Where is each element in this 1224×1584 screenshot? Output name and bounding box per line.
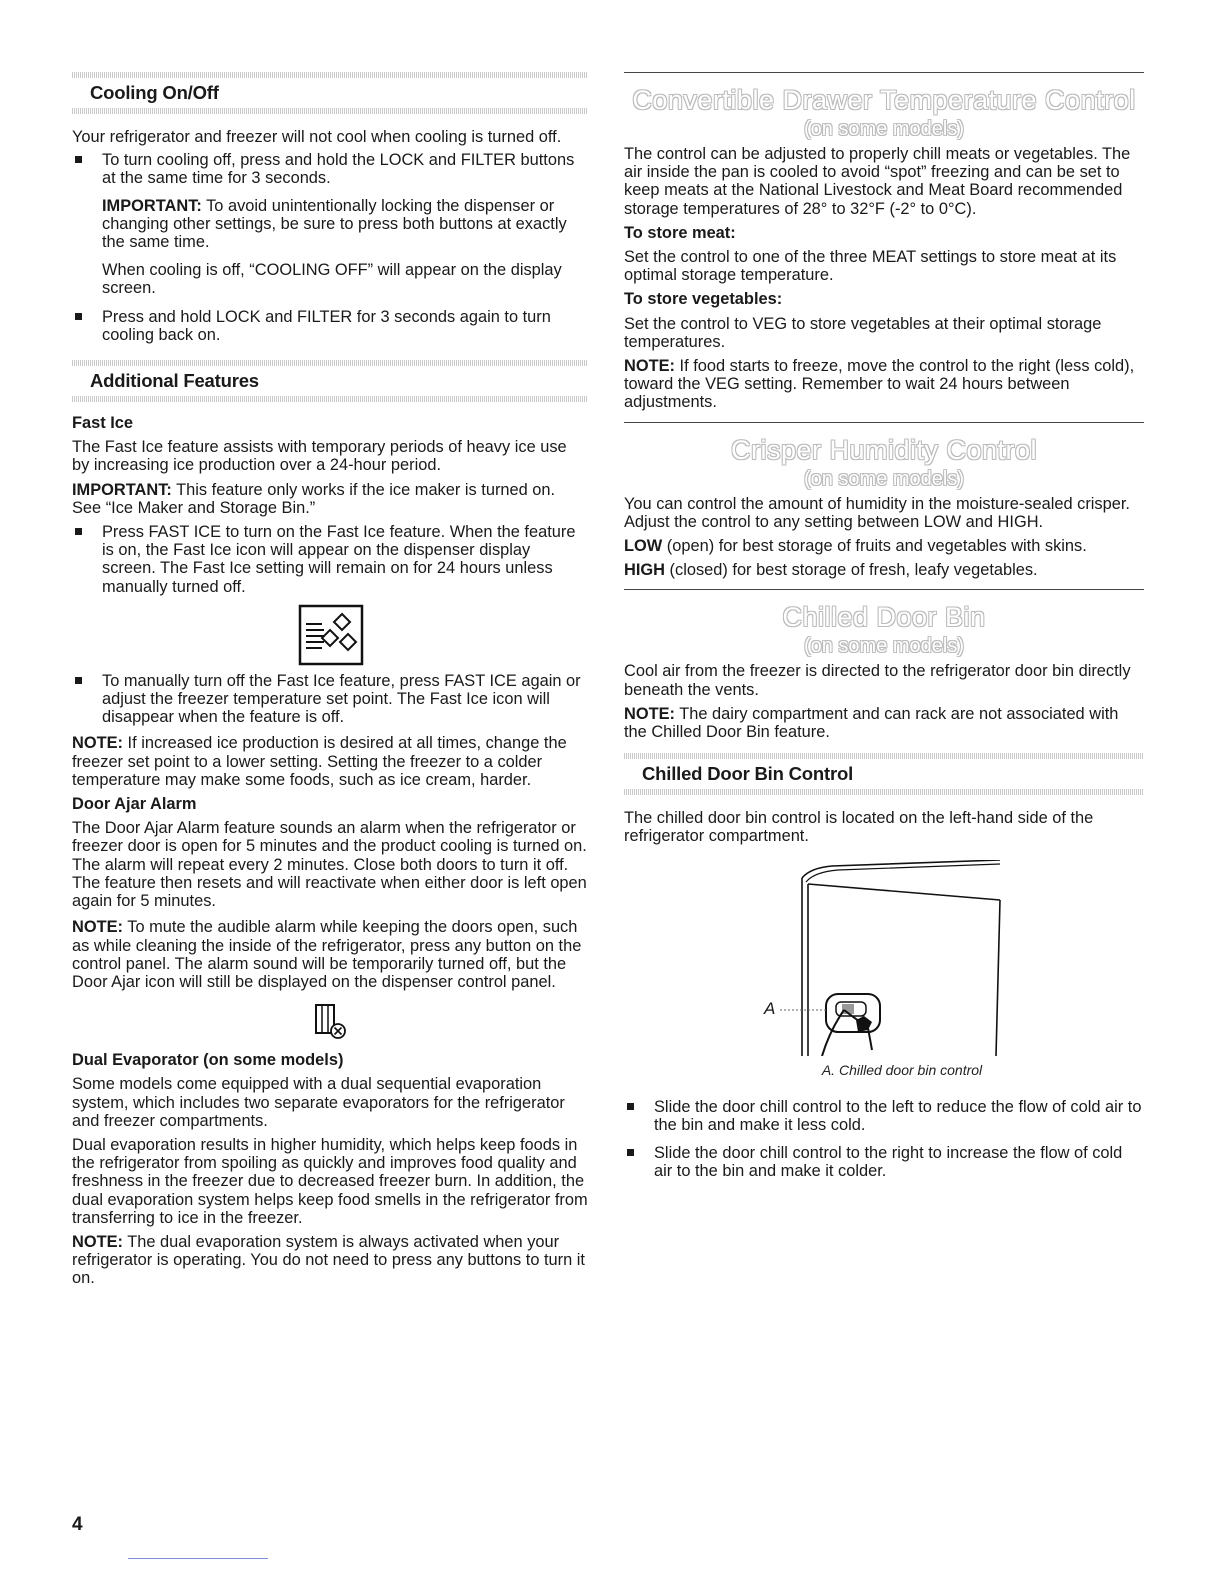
figure-caption: A. Chilled door bin control xyxy=(821,1061,983,1078)
low-text: (open) for best storage of fruits and vegetables with skins. xyxy=(662,537,1087,556)
section-hatch-bar xyxy=(624,789,1144,795)
section-hatch-bar xyxy=(72,396,588,402)
section-hatch-bar xyxy=(72,72,588,78)
crisper-subtitle: (on some models) xyxy=(803,467,965,490)
drawer-control-title: Convertible Drawer Temperature Control xyxy=(632,85,1136,115)
additional-features-title: Additional Features xyxy=(90,370,259,392)
high-text: (closed) for best storage of fresh, leafy vegetables. xyxy=(664,561,1038,580)
important-text: To avoid unintentionally locking the dispenser or changing other settings, be sure to press both buttons at exactly the same time. xyxy=(102,196,567,252)
fast-ice-note xyxy=(72,734,588,789)
fast-ice-bullet-2: To manually turn off the Fast Ice feature, press FAST ICE again or adjust the freezer temperature set point. The Fast Ice icon will disappear when the feature is off. xyxy=(72,672,588,727)
fast-ice-heading: Fast Ice xyxy=(72,414,134,433)
chilled-intro: Cool air from the freezer is directed to the refrigerator door bin directly beneath the vents. xyxy=(624,662,1131,699)
crisper-low xyxy=(624,537,1144,555)
fast-ice-bullet-1: Press FAST ICE to turn on the Fast Ice feature. When the feature is on, the Fast Ice icon will appear on the dispenser display screen. The Fast Ice setting will remain on for 24 hours unless manually turned off. xyxy=(72,523,588,596)
cooling-off-display: When cooling is off, “COOLING OFF” will appear on the display screen. xyxy=(102,261,562,298)
chilled-control-text: The chilled door bin control is located on the left-hand side of the refrigerator compartment. xyxy=(624,809,1094,846)
section-hatch-bar xyxy=(624,753,1144,759)
important-text: This feature only works if the ice maker is turned on. See “Ice Maker and Storage Bin.” xyxy=(72,480,556,517)
section-hatch-bar xyxy=(72,108,588,114)
chilled-note xyxy=(624,705,1144,741)
footer-line xyxy=(128,1558,268,1559)
crisper-title: Crisper Humidity Control xyxy=(730,434,1038,465)
section-hatch-bar xyxy=(72,360,588,366)
section-rule xyxy=(624,72,1144,73)
note-text: To mute the audible alarm while keeping the doors open, such as while cleaning the inside of the refrigerator, press any button on the control panel. The alarm sound will be temporarily turned off, but the Door Ajar icon will still be displayed on the dispenser control panel. xyxy=(72,918,582,991)
note-text: If increased ice production is desired at all times, change the freezer set point to a lower setting. Setting the freezer to a colder temperature may make some foods, such as ice cream, harder. xyxy=(72,734,567,789)
drawer-control-subtitle: (on some models) xyxy=(803,118,965,140)
store-meat-text: Set the control to one of the three MEAT settings to store meat at its optimal storage temperature. xyxy=(624,248,1117,285)
note-label: NOTE: xyxy=(72,734,123,753)
drawer-intro: The control can be adjusted to properly chill meats or vegetables. The air inside the pan is cooled to avoid “spot” freezing and can be set to keep meats at the National Livestock and Meat Board recommended storage temperatures of 28° to 32°F (-2° to 0°C). xyxy=(624,145,1131,218)
dual-evaporator-heading: Dual Evaporator (on some models) xyxy=(72,1051,344,1070)
fast-ice-icon xyxy=(298,604,364,666)
cooling-bullet-1: To turn cooling off, press and hold the LOCK and FILTER buttons at the same time for 3 seconds. xyxy=(72,151,588,187)
important-label: IMPORTANT: xyxy=(102,196,202,215)
chilled-door-bin-subtitle: (on some models) xyxy=(803,635,965,658)
door-ajar-note xyxy=(72,918,588,991)
store-meat-heading: To store meat: xyxy=(624,223,736,242)
note-label: NOTE: xyxy=(624,357,675,376)
drawer-note xyxy=(624,357,1144,412)
cooling-intro: Your refrigerator and freezer will not cool when cooling is turned off. xyxy=(72,128,562,146)
important-label: IMPORTANT: xyxy=(72,480,172,499)
note-text: The dual evaporation system is always activated when your refrigerator is operating. You do not need to press any buttons to turn it on. xyxy=(72,1232,585,1288)
section-rule xyxy=(624,422,1144,423)
cooling-bullet-2: Press and hold LOCK and FILTER for 3 seconds again to turn cooling back on. xyxy=(72,308,588,344)
figure-callout-a: A xyxy=(764,998,776,1018)
cooling-important xyxy=(72,197,588,252)
dual-evaporator-p1: Some models come equipped with a dual sequential evaporation system, which includes two separate evaporators for the refrigerator and freezer compartments. xyxy=(72,1075,565,1130)
cooling-section-title: Cooling On/Off xyxy=(90,82,219,103)
crisper-high xyxy=(624,561,1144,579)
door-ajar-icon xyxy=(312,1001,348,1041)
dual-evaporator-p2: Dual evaporation results in higher humidity, which helps keep foods in the refrigerator from spoiling as quickly and improves food quality and freshness in the freezer due to decreased freezer burn. In addition, the dual evaporation system helps keep food smells in the refrigerator from transferring to ice in the freezer. xyxy=(72,1135,588,1227)
right-column xyxy=(624,0,1144,1180)
left-column xyxy=(72,0,588,1288)
page-number: 4 xyxy=(72,1514,83,1535)
fast-ice-important xyxy=(72,481,588,517)
door-ajar-text: The Door Ajar Alarm feature sounds an alarm when the refrigerator or freezer door is open for 5 minutes and the product cooling is turned on. The alarm will repeat every 2 minutes. Close both doors to turn it off. The feature then resets and will reactivate when either door is left open again for 5 minutes. xyxy=(72,819,587,911)
chill-control-bullet-2: Slide the door chill control to the right to increase the flow of cold air to the bin and make it colder. xyxy=(624,1144,1144,1180)
chill-control-bullet-1: Slide the door chill control to the left to reduce the flow of cold air to the bin and make it less cold. xyxy=(624,1098,1144,1134)
door-ajar-heading: Door Ajar Alarm xyxy=(72,795,197,814)
note-label: NOTE: xyxy=(72,918,123,937)
fast-ice-intro: The Fast Ice feature assists with temporary periods of heavy ice use by increasing ice production over a 24-hour period. xyxy=(72,438,567,475)
low-label: LOW xyxy=(624,537,663,556)
note-label: NOTE: xyxy=(72,1232,123,1251)
chilled-door-bin-figure xyxy=(760,860,1010,1056)
store-vegetables-heading: To store vegetables: xyxy=(624,290,783,309)
chilled-control-title: Chilled Door Bin Control xyxy=(642,763,854,785)
crisper-intro: You can control the amount of humidity in the moisture-sealed crisper. Adjust the control to any setting between LOW and HIGH. xyxy=(624,494,1130,531)
section-rule xyxy=(624,589,1144,590)
store-vegetables-text: Set the control to VEG to store vegetables at their optimal storage temperatures. xyxy=(624,314,1102,351)
note-text: If food starts to freeze, move the control to the right (less cold), toward the VEG setting. Remember to wait 24 hours between adjustments. xyxy=(624,357,1135,412)
high-label: HIGH xyxy=(624,561,665,580)
dual-evaporator-note xyxy=(72,1233,588,1288)
chilled-door-bin-title: Chilled Door Bin xyxy=(782,602,986,633)
note-text: The dairy compartment and can rack are not associated with the Chilled Door Bin feature. xyxy=(624,704,1119,742)
note-label: NOTE: xyxy=(624,704,675,723)
